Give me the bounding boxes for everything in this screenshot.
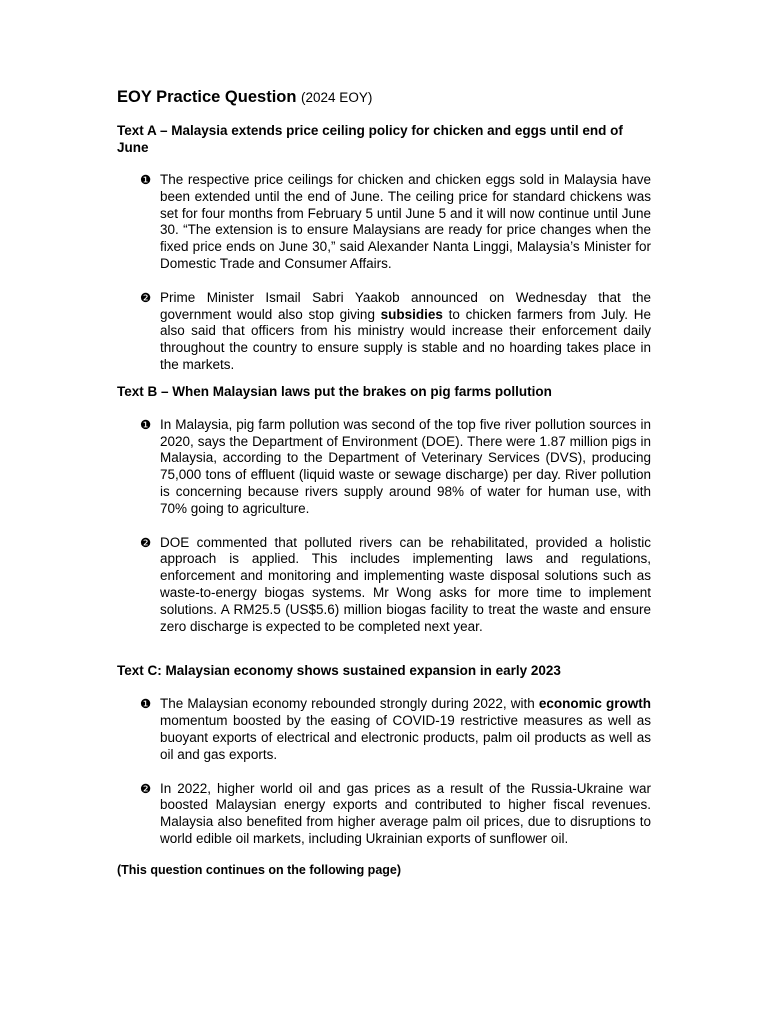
title-text: EOY Practice Question [117,88,297,106]
text-b-paragraph-2 [140,535,651,636]
text-b-heading: Text B – When Malaysian laws put the brakes on pig farms pollution [117,383,552,399]
bullet-two-icon: ❷ [140,535,152,550]
text-c-p1-part-2: momentum boosted by the easing of COVID-19 restrictive measures as well as buoyant exports of electrical and electronic products, palm oil products as well as oil and gas exports. [160,713,651,762]
text-a-heading: Text A – Malaysia extends price ceiling policy for chicken and eggs until end of June [117,123,623,155]
text-a-paragraph-2 [140,290,651,374]
subsidies-keyword: subsidies [380,306,443,322]
page-title [117,86,651,109]
text-c-paragraph-1 [140,696,651,763]
text-c-p1-part-1: The Malaysian economy rebounded strongly during 2022, with [160,696,539,712]
title-tag: (2024 EOY) [301,90,373,105]
bullet-two-icon: ❷ [140,781,152,796]
bullet-one-icon: ❶ [140,173,152,187]
text-a-paragraph-2-text [160,290,651,374]
text-c-heading: Text C: Malaysian economy shows sustained expansion in early 2023 [117,663,561,679]
bullet-two-icon: ❷ [140,290,152,305]
text-b-paragraph-1 [140,417,651,518]
text-a-p2-part-2: to chicken farmers from July. He also said that officers from his ministry would increase their enforcement daily throughout the country to ensure supply is stable and no hoarding takes place in the markets. [160,306,652,372]
text-b-paragraph-1-text: In Malaysia, pig farm pollution was second of the top five river pollution sources in 2020, says the Department of Environment (DOE). There were 1.87 million pigs in Malaysia, according to the Department of Veterinary Services (DVS), producing 75,000 tons of effluent (liquid waste or sewage discharge) per day. River pollution is concerning because rivers supply around 98% of water for human use, with 70% going to agriculture. [160,416,651,516]
text-a-p2-part-1: Prime Minister Ismail Sabri Yaakob announced on Wednesday that the government would also stop giving [160,289,651,322]
document-page [117,86,651,878]
continuation-note: (This question continues on the following page) [117,862,402,877]
text-a-paragraph-1-text: The respective price ceilings for chicken and chicken eggs sold in Malaysia have been extended until the end of June. The ceiling price for standard chickens was set for four months from February 5 until June 5 and it will now continue until June 30. “The extension is to ensure Malaysians are ready for price changes when the fixed price ends on June 30,” said Alexander Nanta Linggi, Malaysia’s Minister for Domestic Trade and Consumer Affairs. [160,172,651,271]
text-c-paragraph-2 [140,781,651,848]
text-a-paragraph-1 [140,172,651,273]
text-c-paragraph-1-text [160,696,651,763]
economic-growth-keyword: economic growth [538,696,651,712]
text-b-paragraph-2-text: DOE commented that polluted rivers can be rehabilitated, provided a holistic approach is applied. This includes implementing laws and regulations, enforcement and monitoring and implementing waste disposal solutions such as waste-to-energy biogas systems. Mr Wong asks for more time to implement solutions. A RM25.5 (US$5.6) million biogas facility to treat the waste and ensure zero discharge is expected to be completed next year. [160,534,651,634]
text-c-paragraph-2-text: In 2022, higher world oil and gas prices as a result of the Russia-Ukraine war boosted Malaysian energy exports and contributed to higher fiscal revenues. Malaysia also benefited from higher average palm oil prices, due to disruptions to world edible oil markets, including Ukrainian exports of sunflower oil. [160,780,651,846]
bullet-one-icon: ❶ [140,417,152,432]
bullet-one-icon: ❶ [140,697,152,712]
